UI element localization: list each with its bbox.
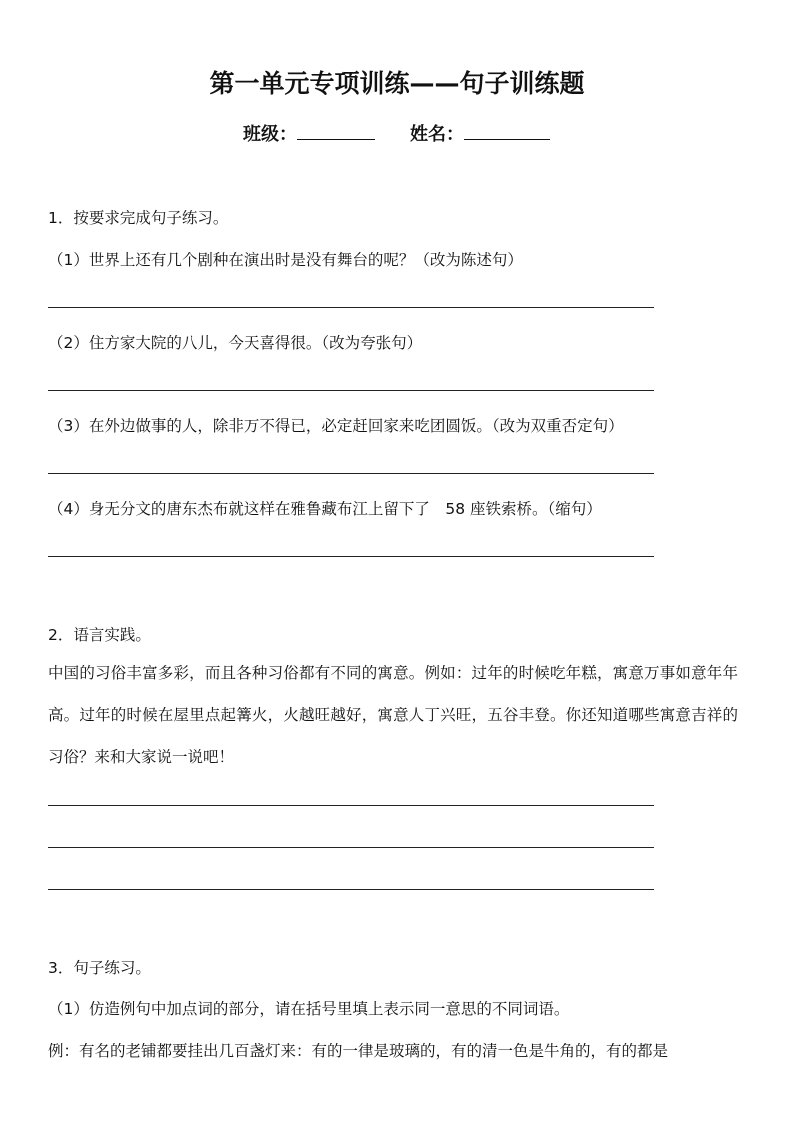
q2-answer-line-3[interactable] [48, 889, 654, 890]
q1-answer-line-1[interactable] [48, 307, 654, 308]
q3-sub1: （1）仿造例句中加点词的部分，请在括号里填上表示同一意思的不同词语。 [48, 1000, 570, 1018]
q3-heading: 3．句子练习。 [48, 959, 151, 977]
name-field [410, 120, 550, 146]
q2-answer-line-2[interactable] [48, 847, 654, 848]
class-field [243, 120, 375, 146]
q1-item-4: （4）身无分文的唐东杰布就这样在雅鲁藏布江上留下了 58 座铁索桥。（缩句） [48, 500, 602, 518]
q3-example: 例：有名的老铺都要挂出几百盏灯来：有的一律是玻璃的，有的清一色是牛角的，有的都是 [48, 1042, 669, 1060]
q1-answer-line-2[interactable] [48, 390, 654, 391]
q1-heading: 1．按要求完成句子练习。 [48, 209, 229, 227]
q1-item-3: （3）在外边做事的人，除非万不得已，必定赶回家来吃团圆饭。（改为双重否定句） [48, 417, 624, 435]
class-blank[interactable] [297, 121, 375, 140]
q1-item-1: （1）世界上还有几个剧种在演出时是没有舞台的呢？（改为陈述句） [48, 251, 523, 269]
name-blank[interactable] [464, 121, 550, 140]
page-title: 第一单元专项训练——句子训练题 [209, 69, 585, 98]
q1-answer-line-3[interactable] [48, 473, 654, 474]
q1-answer-line-4[interactable] [48, 556, 654, 557]
name-label: 姓名： [410, 124, 464, 145]
q2-heading: 2．语言实践。 [48, 626, 151, 644]
q1-item-2: （2）住方家大院的八儿，今天喜得很。（改为夸张句） [48, 334, 423, 352]
class-label: 班级： [243, 124, 297, 145]
q2-paragraph: 中国的习俗丰富多彩，而且各种习俗都有不同的寓意。例如：过年的时候吃年糕，寓意万事如意年年高。过年的时候在屋里点起篝火，火越旺越好，寓意人丁兴旺，五谷丰登。你还知道哪些寓意吉祥的习俗？来和大家说一说吧！ [48, 664, 738, 766]
q2-answer-line-1[interactable] [48, 805, 654, 806]
